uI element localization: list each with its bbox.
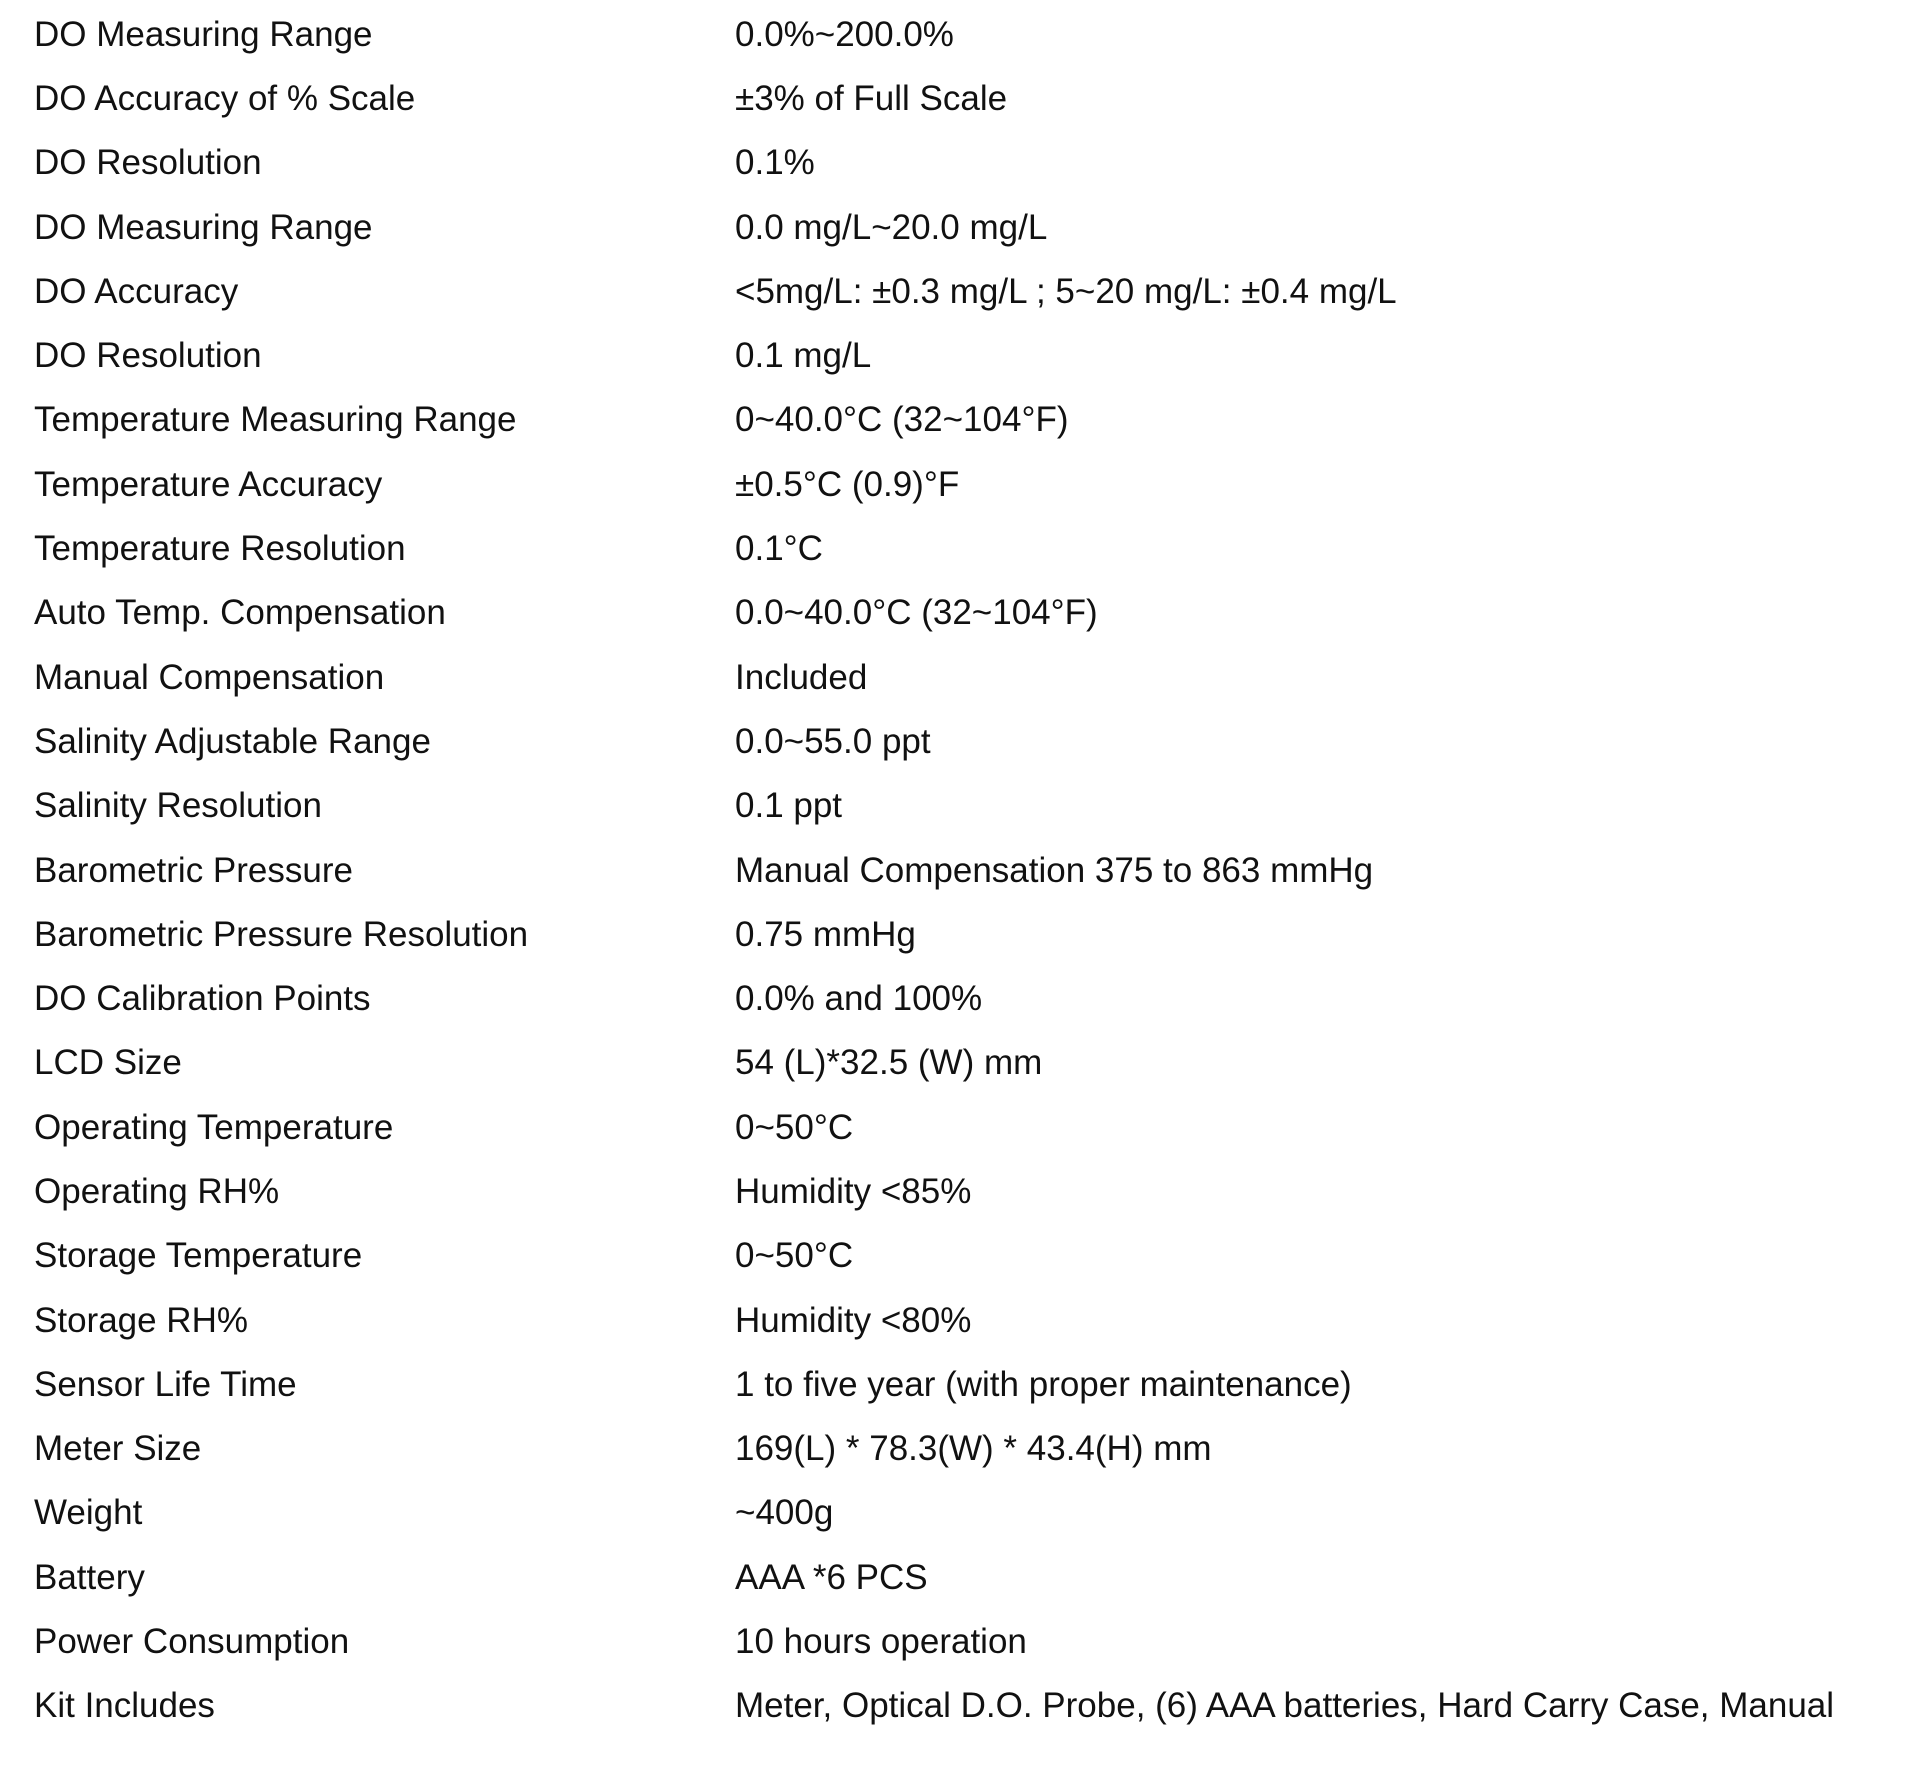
spec-row-do-accuracy-mgl	[34, 259, 1894, 323]
spec-row-temperature-accuracy	[34, 452, 1894, 516]
spec-label: Operating Temperature	[34, 1107, 394, 1147]
spec-label: DO Measuring Range	[34, 14, 373, 54]
spec-value: 0.1 mg/L	[735, 336, 872, 376]
spec-label: Operating RH%	[34, 1171, 280, 1211]
spec-label: DO Measuring Range	[34, 207, 373, 247]
spec-value: 0.0% and 100%	[735, 979, 983, 1019]
spec-value: AAA *6 PCS	[735, 1557, 928, 1597]
spec-label: DO Resolution	[34, 336, 262, 376]
spec-row-kit-includes	[34, 1674, 1894, 1738]
spec-value: <5mg/L: ±0.3 mg/L ; 5~20 mg/L: ±0.4 mg/L	[735, 271, 1397, 311]
spec-row-operating-temperature	[34, 1095, 1894, 1159]
spec-value: 169(L) * 78.3(W) * 43.4(H) mm	[735, 1429, 1212, 1469]
spec-row-do-resolution-percent	[34, 131, 1894, 195]
spec-value: 0.0%~200.0%	[735, 14, 954, 54]
spec-row-do-measuring-range-mgl	[34, 195, 1894, 259]
spec-value: 0~50°C	[735, 1107, 854, 1147]
spec-value: 0~40.0°C (32~104°F)	[735, 400, 1069, 440]
spec-label: Power Consumption	[34, 1622, 350, 1662]
spec-value: 1 to five year (with proper maintenance)	[735, 1364, 1352, 1404]
spec-label: Temperature Resolution	[34, 529, 406, 569]
spec-value: ±3% of Full Scale	[735, 78, 1008, 118]
spec-value: 0.1 ppt	[735, 786, 843, 826]
spec-row-storage-rh	[34, 1288, 1894, 1352]
spec-label: Sensor Life Time	[34, 1364, 297, 1404]
spec-row-battery	[34, 1545, 1894, 1609]
spec-label: Barometric Pressure	[34, 850, 353, 890]
spec-value: Manual Compensation 375 to 863 mmHg	[735, 850, 1374, 890]
spec-label: Salinity Resolution	[34, 786, 322, 826]
spec-label: Barometric Pressure Resolution	[34, 914, 529, 954]
spec-row-do-resolution-mgl	[34, 323, 1894, 387]
spec-label: DO Resolution	[34, 143, 262, 183]
spec-value: Meter, Optical D.O. Probe, (6) AAA batteries, Hard Carry Case, Manual	[735, 1686, 1835, 1726]
spec-label: Salinity Adjustable Range	[34, 721, 431, 761]
spec-label: Battery	[34, 1557, 145, 1597]
spec-row-manual-compensation	[34, 645, 1894, 709]
spec-label: Manual Compensation	[34, 657, 385, 697]
spec-value: 0.0~40.0°C (32~104°F)	[735, 593, 1098, 633]
spec-row-power-consumption	[34, 1609, 1894, 1673]
spec-row-do-accuracy-percent	[34, 66, 1894, 130]
spec-label: Auto Temp. Compensation	[34, 593, 446, 633]
spec-value: Included	[735, 657, 868, 697]
spec-label: DO Accuracy of % Scale	[34, 78, 416, 118]
spec-label: DO Calibration Points	[34, 979, 371, 1019]
spec-label: Temperature Accuracy	[34, 464, 383, 504]
spec-row-temperature-range	[34, 388, 1894, 452]
spec-value: 0.1%	[735, 143, 815, 183]
spec-row-salinity-range	[34, 709, 1894, 773]
spec-row-barometric-resolution	[34, 902, 1894, 966]
spec-value: 0.0~55.0 ppt	[735, 721, 931, 761]
spec-row-storage-temperature	[34, 1224, 1894, 1288]
spec-value: ±0.5°C (0.9)°F	[735, 464, 960, 504]
spec-value: 0.1°C	[735, 529, 823, 569]
spec-label: Storage Temperature	[34, 1236, 363, 1276]
spec-label: LCD Size	[34, 1043, 182, 1083]
spec-value: 54 (L)*32.5 (W) mm	[735, 1043, 1043, 1083]
spec-value: 0.0 mg/L~20.0 mg/L	[735, 207, 1048, 247]
spec-row-sensor-life-time	[34, 1352, 1894, 1416]
spec-label: DO Accuracy	[34, 271, 239, 311]
spec-row-barometric-pressure	[34, 838, 1894, 902]
spec-row-auto-temp-compensation	[34, 581, 1894, 645]
spec-row-weight	[34, 1481, 1894, 1545]
spec-row-salinity-resolution	[34, 774, 1894, 838]
spec-value: Humidity <80%	[735, 1300, 972, 1340]
spec-label: Temperature Measuring Range	[34, 400, 517, 440]
spec-value: 0.75 mmHg	[735, 914, 916, 954]
spec-row-temperature-resolution	[34, 516, 1894, 580]
spec-row-do-measuring-range-percent	[34, 2, 1894, 66]
spec-label: Storage RH%	[34, 1300, 248, 1340]
spec-row-operating-rh	[34, 1159, 1894, 1223]
spec-label: Meter Size	[34, 1429, 202, 1469]
spec-table	[34, 2, 1894, 1738]
spec-value: ~400g	[735, 1493, 834, 1533]
spec-row-do-calibration-points	[34, 966, 1894, 1030]
spec-label: Weight	[34, 1493, 143, 1533]
spec-value: 0~50°C	[735, 1236, 854, 1276]
spec-value: 10 hours operation	[735, 1622, 1027, 1662]
spec-label: Kit Includes	[34, 1686, 215, 1726]
spec-value: Humidity <85%	[735, 1171, 972, 1211]
spec-row-meter-size	[34, 1417, 1894, 1481]
spec-row-lcd-size	[34, 1031, 1894, 1095]
